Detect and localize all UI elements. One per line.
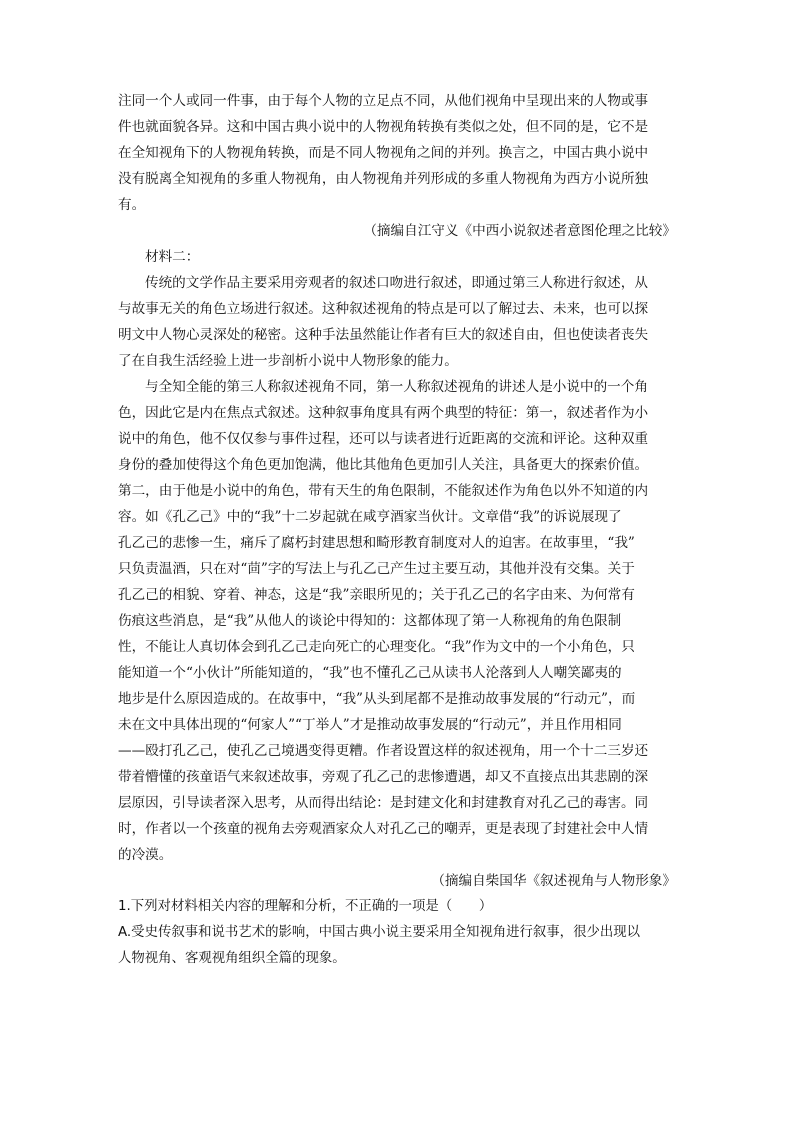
paragraph-line: 地步是什么原因造成的。在故事中，“我”从头到尾都不是推动故事发展的“行动元”，而 bbox=[118, 691, 636, 707]
paragraph-line: 带着懵懂的孩童语气来叙述故事，旁观了孔乙己的悲惨遭遇，却又不直接点出其悲剧的深 bbox=[118, 769, 649, 785]
paragraph-line: 说中的角色，他不仅仅参与事件过程，还可以与读者进行近距离的交流和评论。这种双重 bbox=[118, 431, 649, 447]
paragraph-line: 注同一个人或同一件事，由于每个人物的立足点不同，从他们视角中呈现出来的人物或事 bbox=[118, 93, 649, 109]
paragraph-line: 在全知视角下的人物视角转换，而是不同人物视角之间的并列。换言之，中国古典小说中 bbox=[118, 145, 649, 161]
paragraph-line: 有。 bbox=[118, 197, 146, 213]
paragraph-line: 伤痕这些消息，是“我”从他人的谈论中得知的：这都体现了第一人称视角的角色限制 bbox=[118, 613, 622, 629]
paragraph-line: 性，不能让人真切体会到孔乙己走向死亡的心理变化。“我”作为文中的一个小角色，只 bbox=[118, 639, 635, 655]
source-citation: （摘编自柴国华《叙述视角与人物形象》 bbox=[431, 873, 676, 889]
paragraph-line: 未在文中具体出现的“何家人”“丁举人”才是推动故事发展的“行动元”，并且作用相同 bbox=[118, 717, 622, 733]
paragraph-line: 与故事无关的角色立场进行叙述。这种叙述视角的特点是可以了解过去、未来，也可以探 bbox=[118, 301, 649, 317]
paragraph-line: 能知道一个“小伙计”所能知道的，“我”也不懂孔乙己从读书人沦落到人人嘲笑鄙夷的 bbox=[118, 665, 622, 681]
paragraph-line: 了在自我生活经验上进一步剖析小说中人物形象的能力。 bbox=[118, 353, 458, 369]
document-page bbox=[118, 88, 678, 972]
paragraph-line: 层原因，引导读者深入思考，从而得出结论：是封建文化和封建教育对孔乙己的毒害。同 bbox=[118, 795, 649, 811]
paragraph-line: 的冷漠。 bbox=[118, 847, 173, 863]
paragraph-line: 时，作者以一个孩童的视角去旁观酒家众人对孔乙己的嘲弄，更是表现了封建社会中人情 bbox=[118, 821, 649, 837]
paragraph-line: 容。如《孔乙己》中的“我”十二岁起就在咸亨酒家当伙计。文章借“我”的诉说展现了 bbox=[118, 509, 622, 525]
paragraph-line: 只负责温酒，只在对“茴”字的写法上与孔乙己产生过主要互动，其他并没有交集。关于 bbox=[118, 561, 635, 577]
paragraph-line: 身份的叠加使得这个角色更加饱满，他比其他角色更加引人关注，具备更大的探索价值。 bbox=[118, 457, 649, 473]
answer-option-a: A.受史传叙事和说书艺术的影响，中国古典小说主要采用全知视角进行叙事，很少出现以 bbox=[118, 925, 641, 940]
paragraph-line: 第二，由于他是小说中的角色，带有天生的角色限制，不能叙述作为角色以外不知道的内 bbox=[118, 483, 649, 499]
paragraph-line: ——殴打孔乙己，使孔乙己境遇变得更糟。作者设置这样的叙述视角，用一个十二三岁还 bbox=[118, 743, 649, 759]
question-stem: 1.下列对材料相关内容的理解和分析，不正确的一项是（ ） bbox=[118, 899, 493, 914]
paragraph-line: 与全知全能的第三人称叙述视角不同，第一人称叙述视角的讲述人是小说中的一个角 bbox=[145, 379, 648, 395]
paragraph-line: 件也就面貌各异。这和中国古典小说中的人物视角转换有类似之处，但不同的是，它不是 bbox=[118, 119, 649, 135]
paragraph-line: 色，因此它是内在焦点式叙述。这种叙事角度具有两个典型的特征：第一，叙述者作为小 bbox=[118, 405, 649, 421]
paragraph-line: 孔乙己的悲惨一生，痛斥了腐朽封建思想和畸形教育制度对人的迫害。在故事里，“我” bbox=[118, 535, 635, 551]
section-heading: 材料二： bbox=[145, 249, 200, 265]
paragraph-line: 孔乙己的相貌、穿着、神态，这是“我”亲眼所见的；关于孔乙己的名字由来、为何常有 bbox=[118, 587, 635, 603]
answer-option-a-continued: 人物视角、客观视角组织全篇的现象。 bbox=[118, 951, 346, 966]
paragraph-line: 没有脱离全知视角的多重人物视角，由人物视角并列形成的多重人物视角为西方小说所独 bbox=[118, 171, 649, 187]
paragraph-line: 明文中人物心灵深处的秘密。这种手法虽然能让作者有巨大的叙述自由，但也使读者丧失 bbox=[118, 327, 649, 343]
paragraph-line: 传统的文学作品主要采用旁观者的叙述口吻进行叙述，即通过第三人称进行叙述，从 bbox=[145, 275, 648, 291]
source-citation: （摘编自江守义《中西小说叙述者意图伦理之比较》 bbox=[363, 223, 676, 239]
